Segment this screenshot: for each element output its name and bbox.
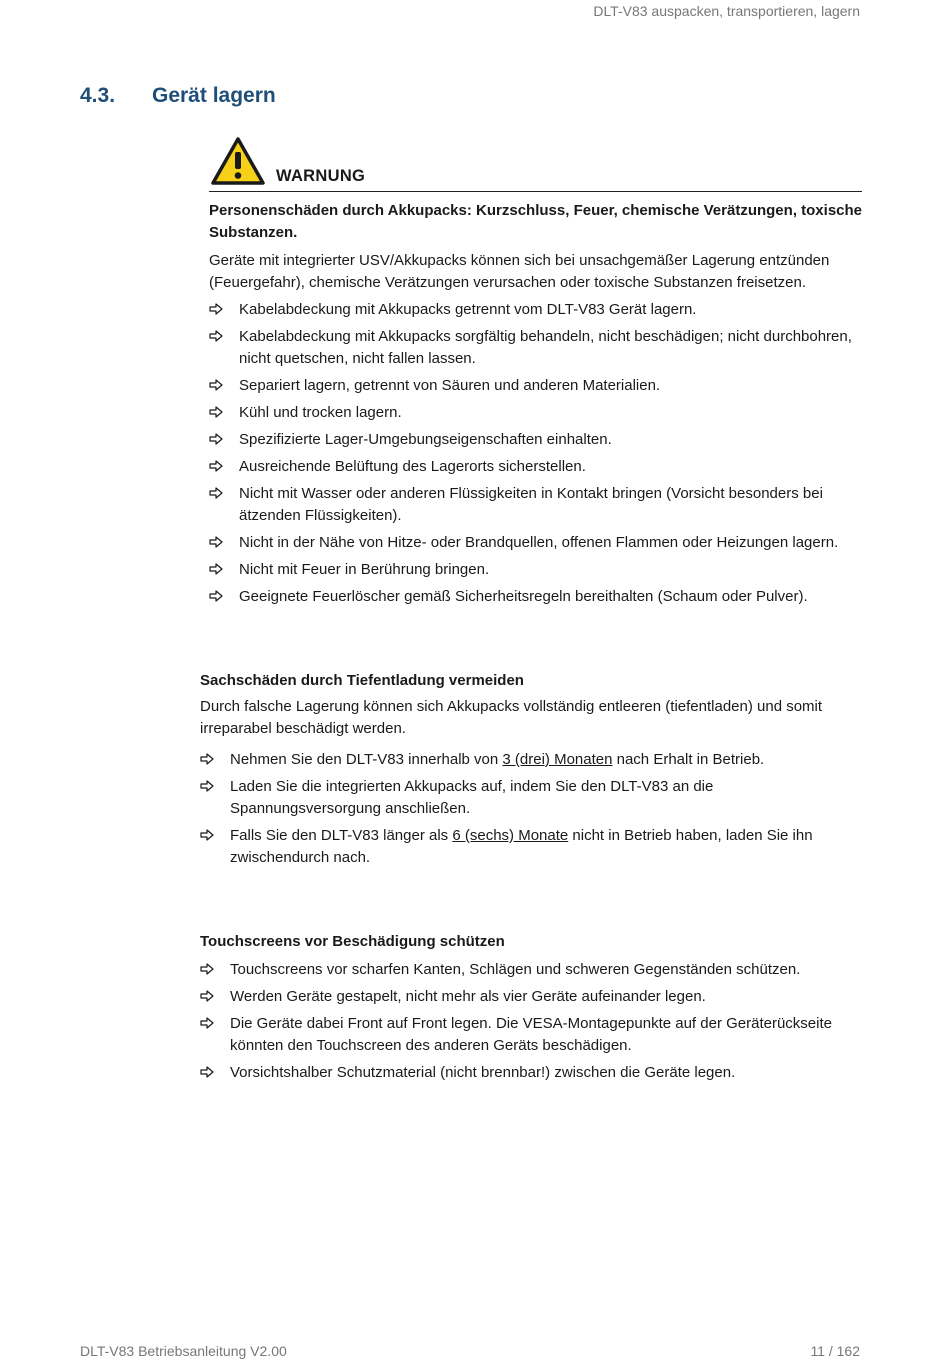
list-item-text: Nicht mit Feuer in Berührung bringen. — [239, 561, 490, 578]
list-item — [200, 749, 862, 771]
warning-list — [209, 299, 862, 608]
list-item-text: Die Geräte dabei Front auf Front legen. Die VESA-Montagepunkte auf der Geräterückseite könnten den Touchscreen des anderen Geräts beschädigen. — [230, 1015, 832, 1054]
running-header: DLT-V83 auspacken, transportieren, lagern — [593, 3, 860, 19]
arrow-right-icon — [209, 379, 223, 391]
arrow-right-icon — [209, 330, 223, 342]
list-item — [200, 776, 862, 820]
list-item-text: Ausreichende Belüftung des Lagerorts sicherstellen. — [239, 458, 586, 475]
list-item — [200, 825, 862, 869]
section-heading — [80, 84, 276, 108]
arrow-right-icon — [200, 963, 214, 975]
list-item — [209, 586, 862, 608]
list-item-text: Separiert lagern, getrennt von Säuren und anderen Materialien. — [239, 377, 661, 394]
list-item — [209, 429, 862, 451]
list-item-text: Touchscreens vor scharfen Kanten, Schlägen und schweren Gegenständen schützen. — [230, 961, 801, 978]
warning-description: Geräte mit integrierter USV/Akkupacks können sich bei unsachgemäßer Lagerung entzünden (Feuergefahr), chemische Verätzungen verursachen oder toxische Substanzen freisetzen. — [209, 252, 830, 291]
underlined-deadline: 3 (drei) Monaten — [502, 751, 613, 768]
list-item-text: Kabelabdeckung mit Akkupacks sorgfältig behandeln, nicht beschädigen; nicht durchbohren, nicht quetschen, nicht fallen lassen. — [239, 328, 852, 367]
deep-discharge-description: Durch falsche Lagerung können sich Akkupacks vollständig entleeren (tiefentladen) und somit irreparabel beschädigt werden. — [200, 698, 823, 737]
warning-title: WARNUNG — [276, 167, 366, 185]
list-item — [200, 1062, 862, 1084]
list-item-text: Spezifizierte Lager-Umgebungseigenschaften einhalten. — [239, 431, 612, 448]
list-item — [209, 375, 862, 397]
arrow-right-icon — [209, 590, 223, 602]
footer-document-title: DLT-V83 Betriebsanleitung V2.00 — [80, 1343, 287, 1359]
list-item-text: Werden Geräte gestapelt, nicht mehr als vier Geräte aufeinander legen. — [230, 988, 706, 1005]
list-item-text: Kühl und trocken lagern. — [239, 404, 402, 421]
deep-discharge-section — [200, 670, 862, 874]
touchscreen-title: Touchscreens vor Beschädigung schützen — [200, 933, 505, 950]
list-item — [209, 402, 862, 424]
arrow-right-icon — [200, 1066, 214, 1078]
list-item-text: Kabelabdeckung mit Akkupacks getrennt vom DLT-V83 Gerät lagern. — [239, 301, 697, 318]
arrow-right-icon — [200, 1017, 214, 1029]
list-item — [209, 559, 862, 581]
arrow-right-icon — [209, 563, 223, 575]
list-item-text: Nicht in der Nähe von Hitze- oder Brandquellen, offenen Flammen oder Heizungen lagern. — [239, 534, 839, 551]
arrow-right-icon — [200, 990, 214, 1002]
list-item-text: nicht in Betrieb haben, laden Sie ihn zwischendurch nach. — [230, 827, 813, 866]
arrow-right-icon — [200, 780, 214, 792]
footer-page-number: 11 / 162 — [810, 1343, 860, 1359]
deep-discharge-list — [200, 749, 862, 869]
deep-discharge-title: Sachschäden durch Tiefentladung vermeiden — [200, 672, 524, 689]
warning-box — [209, 136, 862, 613]
list-item-text: Nehmen Sie den DLT-V83 innerhalb von — [230, 751, 503, 768]
arrow-right-icon — [209, 406, 223, 418]
list-item — [209, 532, 862, 554]
arrow-right-icon — [200, 829, 214, 841]
list-item-text: Nicht mit Wasser oder anderen Flüssigkeiten in Kontakt bringen (Vorsicht besonders bei ätzenden Flüssigkeiten). — [239, 485, 823, 524]
arrow-right-icon — [200, 753, 214, 765]
section-title: Gerät lagern — [152, 84, 276, 107]
list-item-text: Vorsichtshalber Schutzmaterial (nicht brennbar!) zwischen die Geräte legen. — [230, 1064, 736, 1081]
list-item-text: Laden Sie die integrierten Akkupacks auf, indem Sie den DLT-V83 an die Spannungsversorgung anschließen. — [230, 778, 714, 817]
touchscreen-list — [200, 959, 862, 1084]
list-item — [209, 456, 862, 478]
touchscreen-section — [200, 931, 862, 1089]
arrow-right-icon — [209, 536, 223, 548]
list-item — [209, 326, 862, 370]
list-item — [200, 1013, 862, 1057]
underlined-deadline: 6 (sechs) Monate — [452, 827, 569, 844]
list-item — [200, 959, 862, 981]
warning-lead: Personenschäden durch Akkupacks: Kurzschluss, Feuer, chemische Verätzungen, toxische Substanzen. — [209, 202, 863, 241]
list-item-text: Falls Sie den DLT-V83 länger als — [230, 827, 453, 844]
section-number: 4.3. — [80, 84, 116, 107]
list-item — [209, 299, 862, 321]
list-item-text: Geeignete Feuerlöscher gemäß Sicherheitsregeln bereithalten (Schaum oder Pulver). — [239, 588, 808, 605]
arrow-right-icon — [209, 303, 223, 315]
list-item — [209, 483, 862, 527]
list-item — [200, 986, 862, 1008]
warning-triangle-icon — [210, 136, 266, 186]
arrow-right-icon — [209, 433, 223, 445]
arrow-right-icon — [209, 460, 223, 472]
warning-header — [209, 136, 862, 192]
list-item-text: nach Erhalt in Betrieb. — [612, 751, 765, 768]
arrow-right-icon — [209, 487, 223, 499]
